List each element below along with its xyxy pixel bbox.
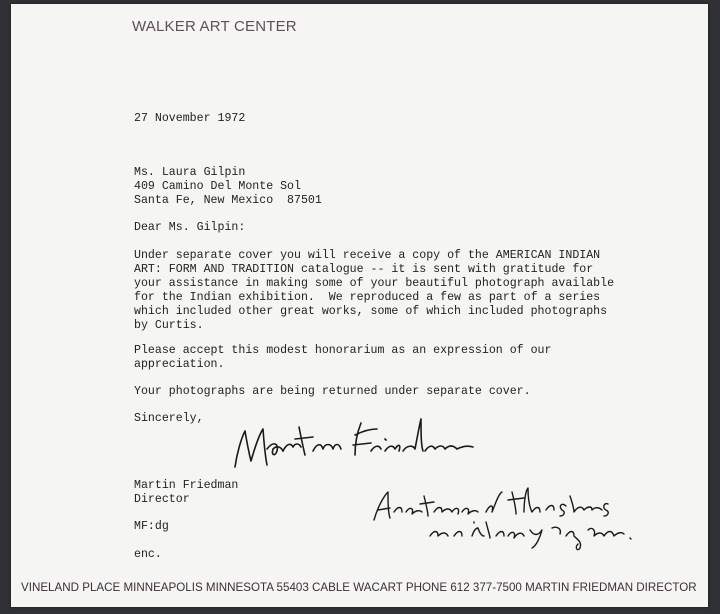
body-line: for the Indian exhibition. We reproduced a few as part of a series xyxy=(134,291,601,304)
body-paragraph-3: Your photographs are being returned under separate cover. xyxy=(134,385,531,398)
enclosure-note: enc. xyxy=(134,548,162,561)
signature-image xyxy=(221,409,483,483)
body-line: Please accept this modest honorarium as an expression of our xyxy=(134,344,552,357)
recipient-street: 409 Camino Del Monte Sol xyxy=(134,180,301,193)
body-line: appreciation. xyxy=(134,358,225,371)
letter-page xyxy=(11,4,708,607)
recipient-city: Santa Fe, New Mexico 87501 xyxy=(134,194,322,207)
reference-initials: MF:dg xyxy=(134,520,169,533)
letter-date: 27 November 1972 xyxy=(134,112,246,125)
signer-name: Martin Friedman xyxy=(134,479,239,492)
letterhead-footer: VINELAND PLACE MINNEAPOLIS MINNESOTA 55403 CABLE WACART PHONE 612 377-7500 MARTIN FRIEDMAN DIRECTOR xyxy=(21,581,697,594)
body-line: ART: FORM AND TRADITION catalogue -- it is sent with gratitude for xyxy=(134,263,594,276)
signer-title: Director xyxy=(134,493,190,506)
salutation: Dear Ms. Gilpin: xyxy=(134,221,246,234)
body-line: Under separate cover you will receive a copy of the AMERICAN INDIAN xyxy=(134,249,601,262)
body-line: your assistance in making some of your beautiful photograph available xyxy=(134,277,615,290)
body-line: by Curtis. xyxy=(134,319,204,332)
body-paragraph-1 xyxy=(134,249,614,333)
closing: Sincerely, xyxy=(134,412,204,425)
handwritten-note-image xyxy=(366,482,666,554)
body-paragraph-2 xyxy=(134,344,551,372)
letterhead: WALKER ART CENTER xyxy=(132,18,297,35)
body-line: which included other great works, some of which included photographs xyxy=(134,305,608,318)
recipient-name: Ms. Laura Gilpin xyxy=(134,166,246,179)
